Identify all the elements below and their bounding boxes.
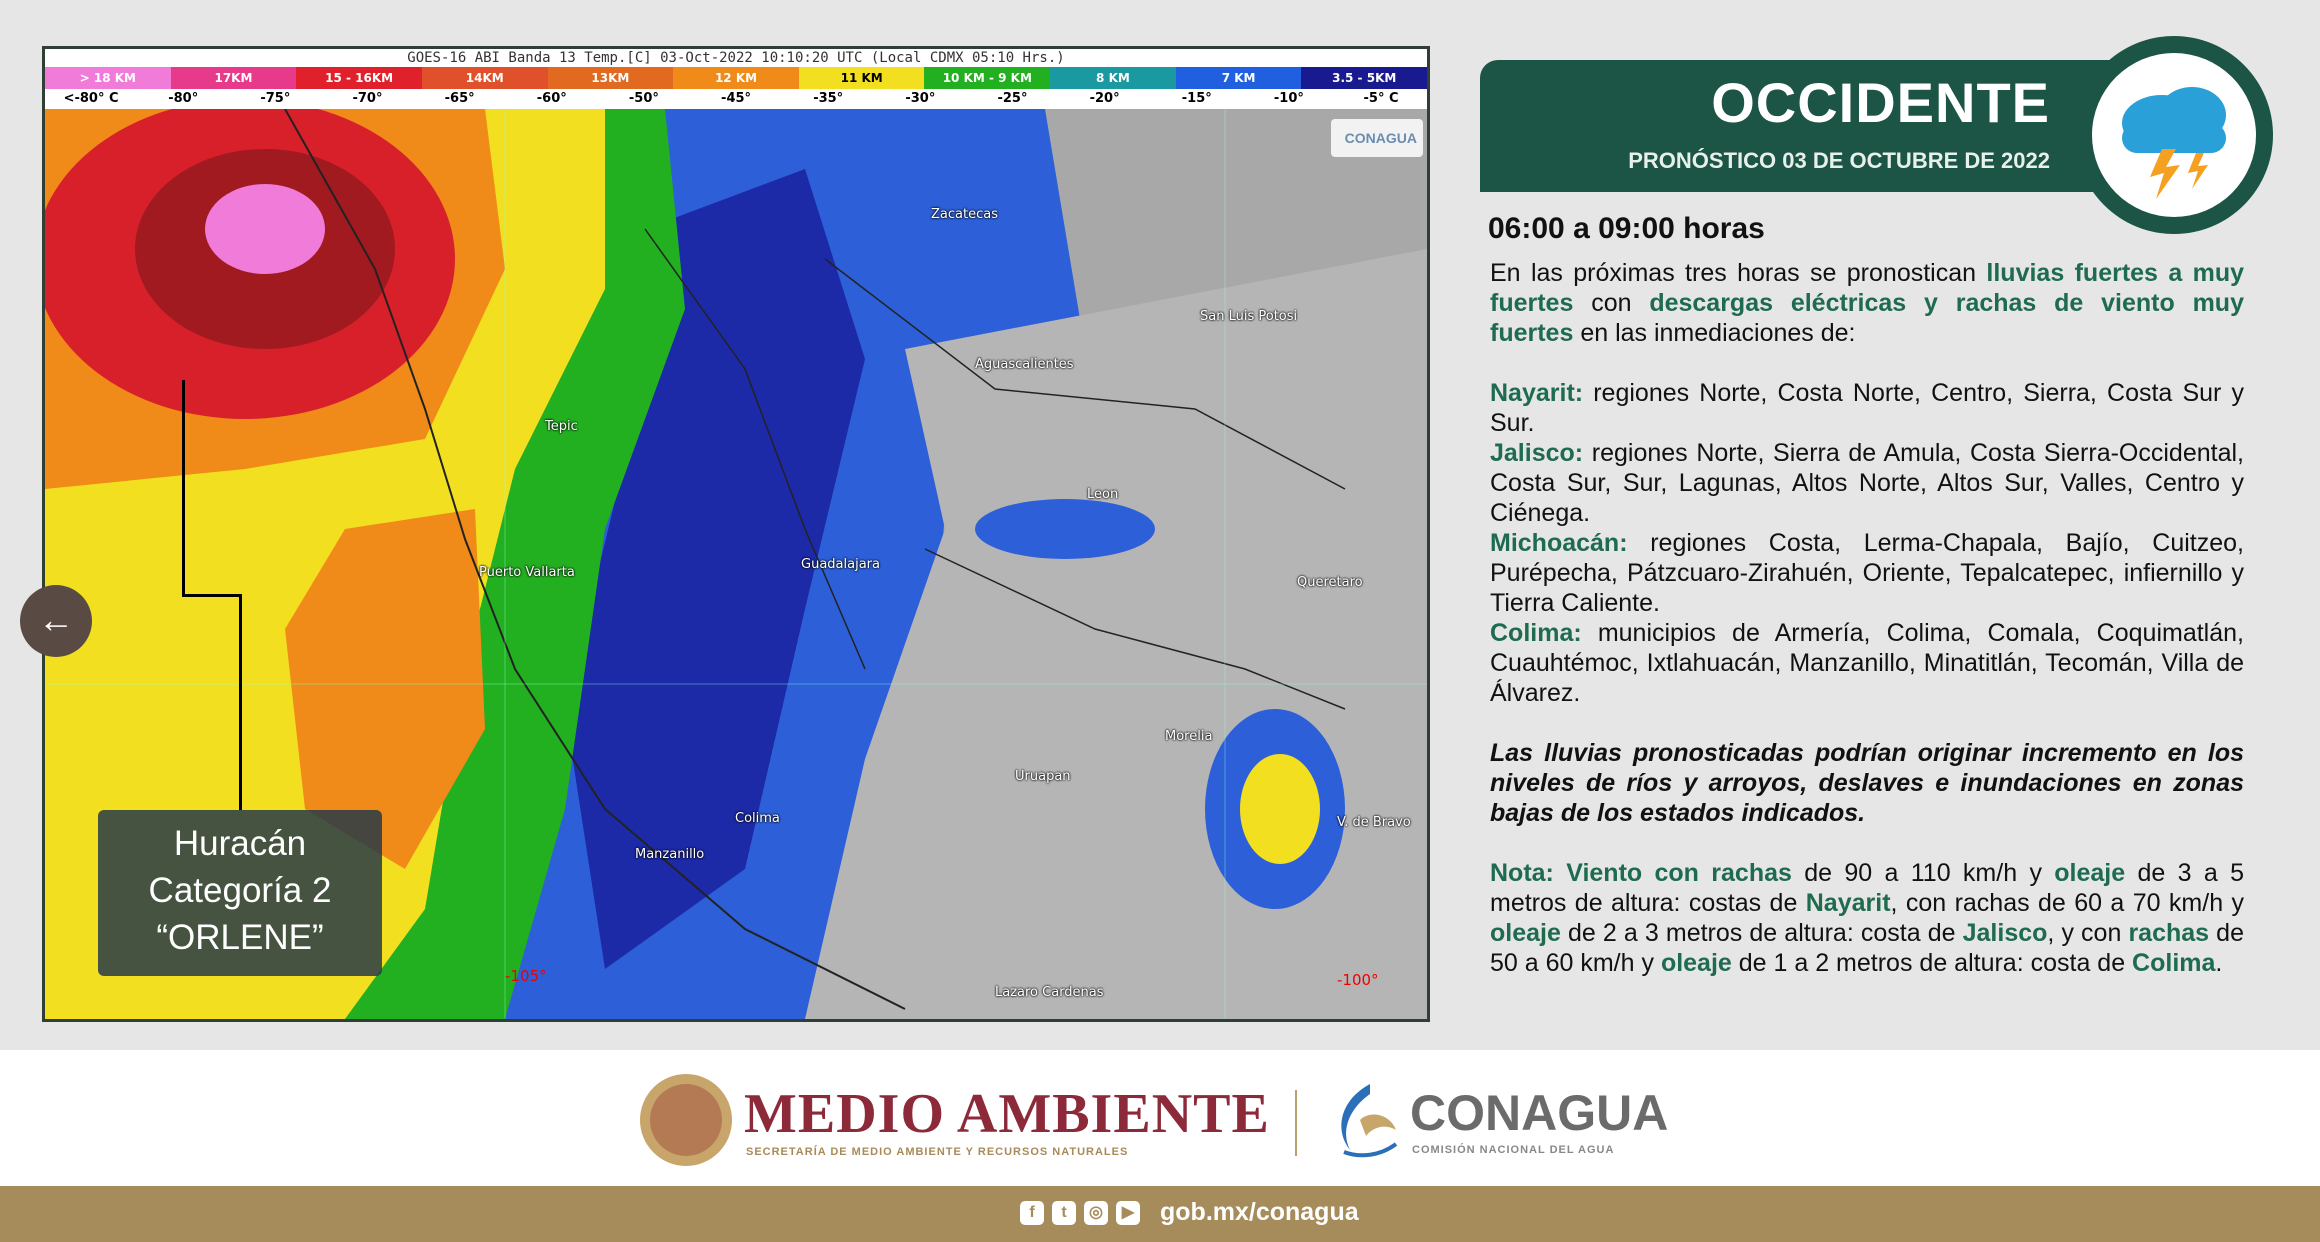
- city-label: San Luis Potosi: [1200, 309, 1298, 324]
- city-label: Morelia: [1165, 729, 1213, 744]
- city-label: Queretaro: [1297, 575, 1363, 590]
- scale-temperature: -5° C: [1363, 91, 1399, 106]
- city-label: Guadalajara: [801, 557, 880, 572]
- facebook-icon[interactable]: f: [1020, 1201, 1044, 1225]
- temperature-row: [45, 89, 1427, 109]
- scale-segment: > 18 KM: [45, 67, 171, 89]
- scale-segment: 14KM: [422, 67, 548, 89]
- city-label: Zacatecas: [931, 207, 998, 222]
- youtube-icon[interactable]: ▶: [1116, 1201, 1140, 1225]
- intro-paragraph: [1490, 258, 2244, 348]
- footer: [0, 1050, 2320, 1186]
- scale-segment: 12 KM: [673, 67, 799, 89]
- mexico-seal-icon: [640, 1074, 732, 1166]
- conagua-title: CONAGUA: [1410, 1085, 1669, 1141]
- warning-text: Las lluvias pronosticadas podrían originar incremento en los niveles de ríos y arroyos, deslaves e inundaciones en zonas bajas de los estados indicados.: [1490, 739, 2244, 827]
- forecast-date: PRONÓSTICO 03 DE OCTUBRE DE 2022: [1628, 148, 2050, 173]
- city-label: V. de Bravo: [1337, 815, 1411, 830]
- note-label: Nota:: [1490, 859, 1554, 887]
- pointer-line: [182, 594, 242, 597]
- region-title: OCCIDENTE: [1711, 71, 2050, 134]
- state-regions: municipios de Armería, Colima, Comala, Coquimatlán, Cuauhtémoc, Ixtlahuacán, Manzanillo, Minatitlán, Tecomán, Villa de Álvarez.: [1490, 619, 2244, 707]
- bottom-bar: [0, 1186, 2320, 1242]
- text: .: [2215, 949, 2223, 977]
- hurricane-label-line: “ORLENE”: [156, 918, 324, 957]
- highlight: oleaje: [2054, 859, 2126, 887]
- text: con: [1573, 289, 1650, 317]
- highlight: Nayarit: [1805, 889, 1891, 917]
- highlight: lluvias fuertes a muy fuertes: [1490, 259, 2245, 317]
- scale-segment: 8 KM: [1050, 67, 1176, 89]
- state-name: Michoacán:: [1490, 529, 1628, 557]
- twitter-icon[interactable]: t: [1052, 1201, 1076, 1225]
- scale-temperature: -80°: [168, 91, 199, 106]
- hurricane-label-line: Categoría 2: [148, 871, 332, 910]
- city-label: Aguascalientes: [975, 357, 1074, 372]
- storm-cloud-icon: [2092, 53, 2256, 217]
- highlight: oleaje: [1490, 919, 1561, 947]
- city-label: Uruapan: [1015, 769, 1071, 784]
- longitude-label: -100°: [1337, 971, 1379, 989]
- map-logo: CONAGUA: [1331, 119, 1423, 157]
- scale-temperature: <-80° C: [63, 91, 119, 106]
- scale-temperature: -75°: [260, 91, 291, 106]
- scale-segment: 7 KM: [1176, 67, 1302, 89]
- scale-segment: 11 KM: [799, 67, 925, 89]
- scale-segment: 17KM: [171, 67, 297, 89]
- scale-segment: 3.5 - 5KM: [1301, 67, 1427, 89]
- text: de 3 a 5 metros de altura: costas de: [1490, 859, 2244, 917]
- scale-segment: 15 - 16KM: [296, 67, 422, 89]
- highlight: Jalisco: [1962, 919, 2048, 947]
- highlight: Colima: [2132, 949, 2216, 977]
- text: de 2 a 3 metros de altura: costa de: [1560, 919, 1963, 947]
- highlight: descargas eléctricas y rachas de viento muy fuertes: [1490, 289, 2244, 347]
- state-item: [1490, 528, 2244, 618]
- city-label: Tepic: [545, 419, 578, 434]
- text: de 1 a 2 metros de altura: costa de: [1731, 949, 2133, 977]
- state-item: [1490, 438, 2244, 528]
- scale-temperature: -20°: [1089, 91, 1120, 106]
- scale-temperature: -15°: [1181, 91, 1212, 106]
- city-label: Leon: [1087, 487, 1119, 502]
- medio-ambiente-title: MEDIO AMBIENTE: [744, 1083, 1270, 1145]
- note-paragraph: [1490, 858, 2244, 978]
- website-link[interactable]: gob.mx/conagua: [1160, 1198, 1359, 1226]
- scale-temperature: -35°: [813, 91, 844, 106]
- state-regions: regiones Costa, Lerma-Chapala, Bajío, Cuitzeo, Purépecha, Pátzcuaro-Zirahuén, Oriente, Tepalcatepec, infiernillo y Tierra Caliente.: [1490, 529, 2244, 617]
- scale-temperature: -10°: [1273, 91, 1304, 106]
- text: , y con: [2047, 919, 2129, 947]
- scale-segment: 13KM: [548, 67, 674, 89]
- states-list: [1490, 378, 2244, 708]
- scale-temperature: -70°: [352, 91, 383, 106]
- text: de 50 a 60 km/h y: [1490, 919, 2244, 977]
- state-name: Jalisco:: [1490, 439, 1584, 467]
- instagram-icon[interactable]: ◎: [1084, 1201, 1108, 1225]
- scale-temperature: -50°: [628, 91, 659, 106]
- conagua-subtitle: COMISIÓN NACIONAL DEL AGUA: [1412, 1144, 1615, 1156]
- forecast-text: [1490, 258, 2244, 1008]
- pointer-line: [182, 380, 185, 594]
- highlight: oleaje: [1660, 949, 1732, 977]
- hurricane-label-line: Huracán: [173, 824, 307, 863]
- height-scale: [45, 67, 1427, 109]
- highlight: Viento con rachas: [1566, 859, 1792, 887]
- state-name: Colima:: [1490, 619, 1582, 647]
- state-item: [1490, 378, 2244, 438]
- scale-temperature: -25°: [997, 91, 1028, 106]
- city-label: Puerto Vallarta: [479, 565, 575, 580]
- city-label: Colima: [735, 811, 780, 826]
- map-header: GOES-16 ABI Banda 13 Temp.[C] 03-Oct-2022 10:10:20 UTC (Local CDMX 05:10 Hrs.): [45, 49, 1427, 67]
- footer-divider: [1295, 1090, 1297, 1156]
- text: en las inmediaciones de:: [1573, 319, 1856, 347]
- city-label: Manzanillo: [635, 847, 705, 862]
- highlight: rachas: [2128, 919, 2210, 947]
- time-range: 06:00 a 09:00 horas: [1488, 212, 1765, 245]
- scale-row: [45, 67, 1427, 89]
- state-name: Nayarit:: [1490, 379, 1584, 407]
- pointer-line: [239, 594, 242, 810]
- text: de 90 a 110 km/h y: [1791, 859, 2055, 887]
- scale-temperature: -45°: [721, 91, 752, 106]
- text: , con rachas de 60 a 70 km/h y: [1890, 889, 2244, 917]
- social-icons: [1020, 1201, 1140, 1225]
- scale-segment: 10 KM - 9 KM: [924, 67, 1050, 89]
- longitude-label: -105°: [505, 967, 547, 985]
- state-regions: regiones Norte, Costa Norte, Centro, Sierra, Costa Sur y Sur.: [1490, 379, 2244, 437]
- medio-ambiente-subtitle: SECRETARÍA DE MEDIO AMBIENTE Y RECURSOS NATURALES: [746, 1146, 1129, 1158]
- scale-temperature: -60°: [536, 91, 567, 106]
- city-label: Lazaro Cardenas: [995, 985, 1104, 1000]
- hurricane-label: [98, 810, 382, 976]
- state-regions: regiones Norte, Sierra de Amula, Costa Sierra-Occidental, Costa Sur, Sur, Lagunas, Altos Norte, Altos Sur, Valles, Centro y Ciénega.: [1490, 439, 2244, 527]
- scale-temperature: -65°: [444, 91, 475, 106]
- text: En las próximas tres horas se pronostican: [1490, 259, 1987, 287]
- back-arrow-button[interactable]: ←: [20, 585, 92, 657]
- scale-temperature: -30°: [905, 91, 936, 106]
- conagua-logo-icon: [1330, 1080, 1402, 1160]
- state-item: [1490, 618, 2244, 708]
